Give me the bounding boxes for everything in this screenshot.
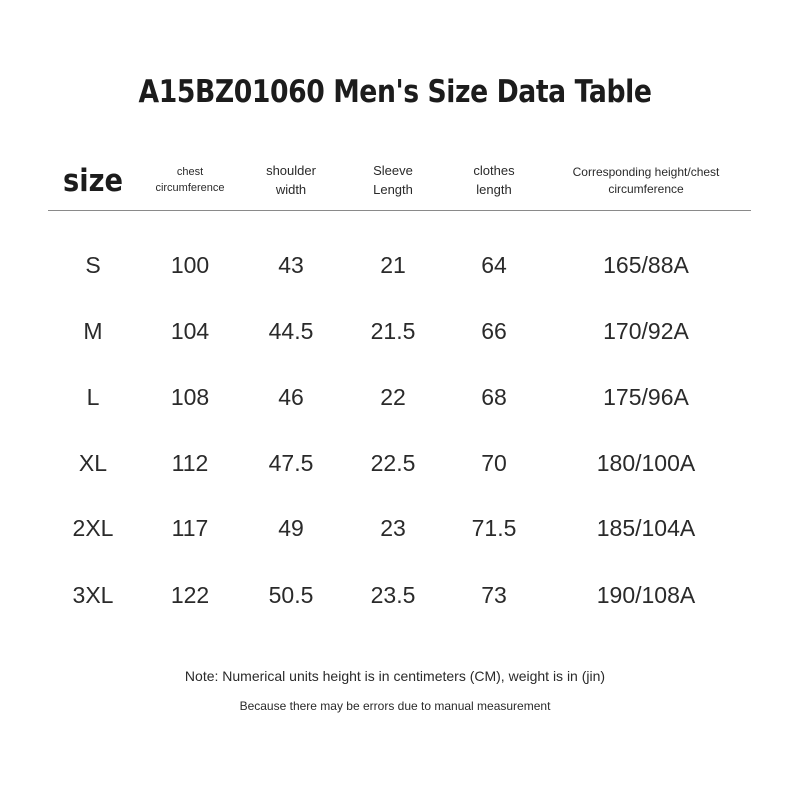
measurement-disclaimer: Because there may be errors due to manual measurement bbox=[239, 699, 551, 713]
header-height-chest: Corresponding height/chest circumference bbox=[572, 164, 720, 196]
clothes-length-cell: 68 bbox=[481, 383, 507, 410]
clothes-length-cell: 73 bbox=[481, 581, 507, 608]
sleeve-cell: 22.5 bbox=[370, 449, 416, 476]
table-row bbox=[0, 575, 790, 615]
height-chest-cell: 170/92A bbox=[603, 317, 689, 344]
sleeve-cell: 22 bbox=[380, 383, 406, 410]
header-shoulder-width: shoulder width bbox=[266, 163, 316, 197]
sleeve-cell: 21 bbox=[380, 251, 406, 278]
sleeve-cell: 23 bbox=[380, 514, 406, 541]
table-row bbox=[0, 311, 790, 351]
size-cell: M bbox=[83, 317, 103, 344]
height-chest-cell: 175/96A bbox=[603, 383, 689, 410]
sleeve-cell: 21.5 bbox=[370, 317, 416, 344]
table-row bbox=[0, 443, 790, 483]
shoulder-cell: 44.5 bbox=[268, 317, 314, 344]
size-cell: S bbox=[85, 251, 101, 278]
chest-cell: 108 bbox=[170, 383, 210, 410]
clothes-length-cell: 66 bbox=[481, 317, 507, 344]
sleeve-cell: 23.5 bbox=[370, 581, 416, 608]
height-chest-cell: 180/100A bbox=[596, 449, 696, 476]
chest-cell: 100 bbox=[170, 251, 210, 278]
table-header bbox=[48, 152, 751, 211]
height-chest-cell: 190/108A bbox=[596, 581, 696, 608]
height-chest-cell: 165/88A bbox=[603, 251, 689, 278]
header-sleeve-length: Sleeve Length bbox=[373, 163, 413, 197]
page-title: A15BZ01060 Men's Size Data Table bbox=[138, 74, 652, 110]
table-row bbox=[0, 377, 790, 417]
height-chest-cell: 185/104A bbox=[596, 514, 696, 541]
chest-cell: 104 bbox=[170, 317, 210, 344]
size-cell: L bbox=[86, 383, 100, 410]
size-cell: 3XL bbox=[72, 581, 114, 608]
table-row bbox=[0, 245, 790, 285]
shoulder-cell: 49 bbox=[278, 514, 304, 541]
header-chest-circumference: chest circumference bbox=[155, 166, 225, 194]
clothes-length-cell: 70 bbox=[481, 449, 507, 476]
shoulder-cell: 46 bbox=[278, 383, 304, 410]
size-cell: 2XL bbox=[72, 514, 114, 541]
shoulder-cell: 50.5 bbox=[268, 581, 314, 608]
clothes-length-cell: 71.5 bbox=[471, 514, 517, 541]
units-note: Note: Numerical units height is in centimeters (CM), weight is in (jin) bbox=[184, 668, 606, 684]
clothes-length-cell: 64 bbox=[481, 251, 507, 278]
header-size: size bbox=[63, 162, 123, 199]
shoulder-cell: 47.5 bbox=[268, 449, 314, 476]
table-row bbox=[0, 508, 790, 548]
chest-cell: 112 bbox=[171, 449, 209, 476]
chest-cell: 117 bbox=[171, 514, 209, 541]
chest-cell: 122 bbox=[170, 581, 210, 608]
shoulder-cell: 43 bbox=[278, 251, 304, 278]
header-clothes-length: clothes length bbox=[473, 163, 515, 197]
size-cell: XL bbox=[78, 449, 108, 476]
